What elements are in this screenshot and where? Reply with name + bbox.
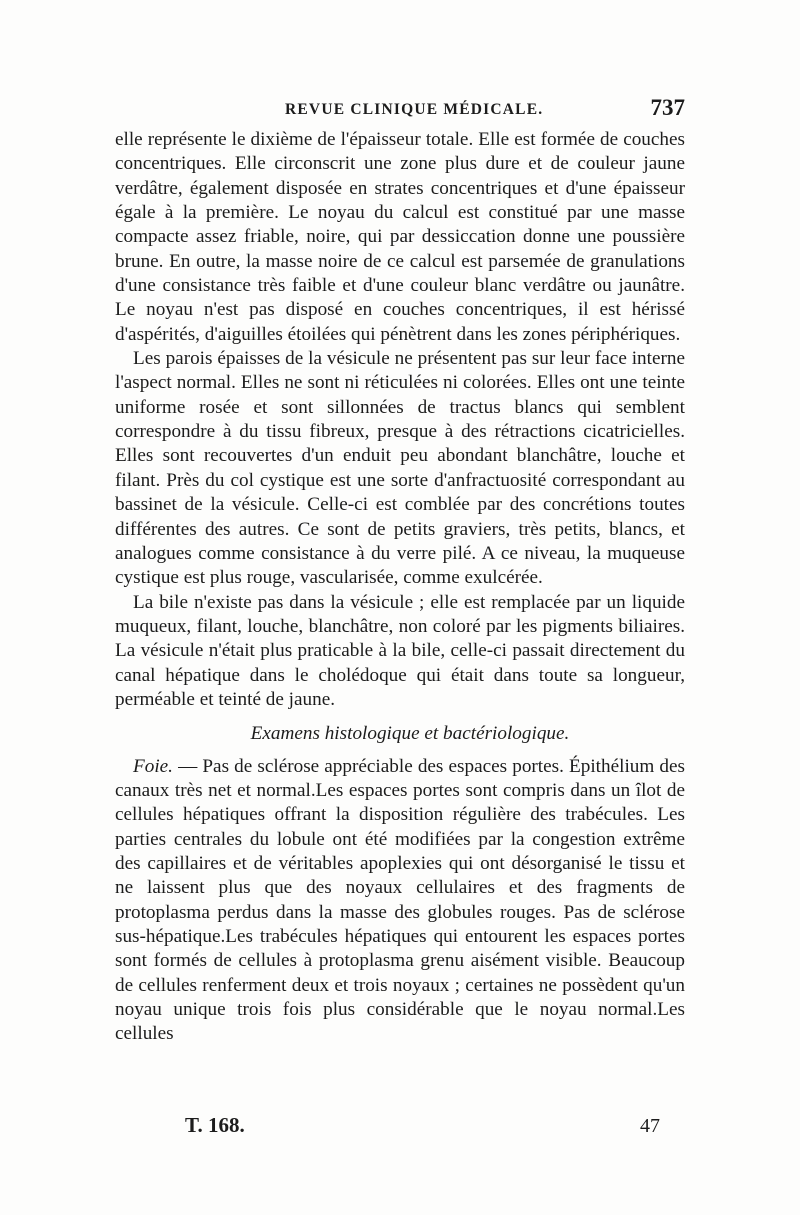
page-number: 737 (650, 95, 685, 120)
paragraph-parois: Les parois épaisses de la vésicule ne présentent pas sur leur face interne l'aspect normal. Elles ne sont ni réticulées ni colorées. Elles ont une teinte uniforme rosée et sont sillonnées de tractus blancs qui semblent correspondre à du tissu fibreux, presque à des rétractions cicatricielles. Elles sont recouvertes d'un enduit peu abondant blanchâtre, louche et filant. Près du col cystique est une sorte d'anfractuosité correspondant au bassinet de la vésicule. Celle-ci est comblée par des concrétions toutes différentes des autres. Ce sont de petits graviers, très petits, blancs, et analogues comme consistance à du verre pilé. A ce niveau, la muqueuse cystique est plus rouge, vascularisée, comme exulcérée. (115, 348, 685, 589)
running-head (115, 95, 685, 125)
page-footer (115, 1113, 685, 1143)
paragraph-foie-lead: Foie. (133, 755, 173, 777)
running-title: REVUE CLINIQUE MÉDICALE. (285, 101, 544, 118)
paragraph-foie-text: — Pas de sclérose appréciable des espaces portes. Épithélium des canaux très net et normal.Les espaces portes sont compris dans un îlot de cellules hépatiques offrant la disposition régulière des trabécules. Les parties centrales du lobule ont été modifiées par la congestion extrême des capillaires et de véritables apoplexies qui ont désorganisé le tissu et ne laissent plus que des noyaux cellulaires et des fragments de protoplasma perdus dans la masse des globules rouges. Pas de sclérose sus-hépatique.Les trabécules hépatiques qui entourent les espaces portes sont formés de cellules à protoplasma grenu aisément visible. Beaucoup de cellules renferment deux et trois noyaux ; certaines ne possèdent qu'un noyau unique trois fois plus considérable que le noyau normal.Les cellules (115, 755, 685, 1045)
volume-mark: T. 168. (185, 1113, 245, 1137)
signature-mark: 47 (640, 1115, 660, 1137)
paragraph-calcul: elle représente le dixième de l'épaisseur totale. Elle est formée de couches concentriques. Elle circonscrit une zone plus dure et de couleur jaune verdâtre, également disposée en strates concentriques et d'une épaisseur égale à la première. Le noyau du calcul est constitué par une masse compacte assez friable, noire, qui par dessiccation donne une poussière brune. En outre, la masse noire de ce calcul est parsemée de granulations d'une consistance très faible et d'une couleur blanc verdâtre ou jaunâtre. Le noyau n'est pas disposé en couches concentriques, il est hérissé d'aspérités, d'aiguilles étoilées qui pénètrent dans les zones périphériques. (115, 129, 685, 345)
body-text (115, 128, 685, 1047)
paragraph-foie (115, 755, 685, 1047)
section-heading: Examens histologique et bactériologique. (250, 723, 570, 745)
paragraph-bile: La bile n'existe pas dans la vésicule ; elle est remplacée par un liquide muqueux, filant, louche, blanchâtre, non coloré par les pigments biliaires. La vésicule n'était plus praticable à la bile, celle-ci passait directement du canal hépatique dans le cholédoque qui était dans toute sa longueur, perméable et teinté de jaune. (115, 591, 685, 710)
